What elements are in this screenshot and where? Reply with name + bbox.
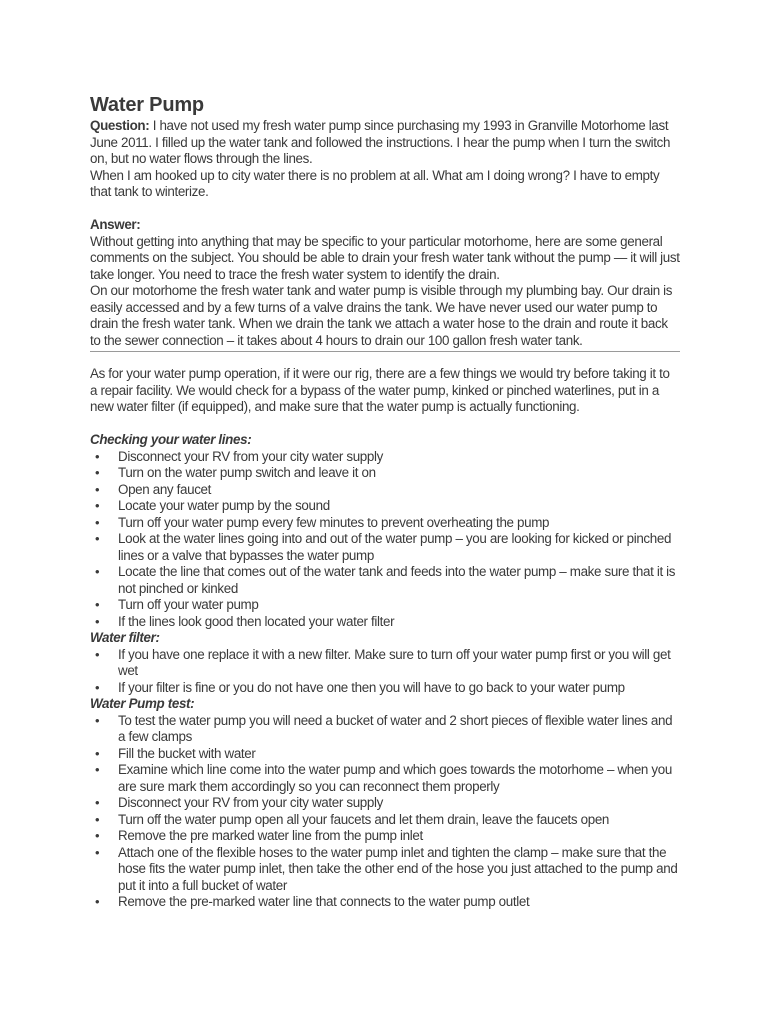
bullet-icon: • xyxy=(95,597,100,612)
bullet-icon: • xyxy=(95,712,100,728)
list-item xyxy=(90,614,680,631)
list-item xyxy=(90,515,680,532)
list-item-text: Remove the pre marked water line from the pump inlet xyxy=(118,828,423,843)
list-item xyxy=(90,465,680,482)
list-item-text: Look at the water lines going into and out of the water pump – you are looking for kicked or pinched lines or a valve that bypasses the water pump xyxy=(118,531,672,563)
bullet-icon: • xyxy=(95,811,100,827)
section-heading: Water filter: xyxy=(90,630,160,645)
list-item-text: Locate your water pump by the sound xyxy=(118,498,330,513)
question-followup: When I am hooked up to city water there is no problem at all. What am I doing wrong? I have to empty that tank to winterize. xyxy=(90,167,660,199)
list-item xyxy=(90,845,680,895)
bullet-list xyxy=(90,647,680,697)
bullet-icon: • xyxy=(95,531,100,546)
list-item-text: Disconnect your RV from your city water supply xyxy=(118,795,383,810)
list-item-text: Turn off your water pump every few minutes to prevent overheating the pump xyxy=(118,514,550,530)
list-item xyxy=(90,482,680,499)
question-paragraph xyxy=(90,118,680,168)
list-item xyxy=(90,564,680,597)
list-item-text: Turn off the water pump open all your faucets and let them drain, leave the faucets open xyxy=(118,811,610,827)
list-item-text: Examine which line come into the water pump and which goes towards the motorhome – when you are sure mark them accordingly so you can reconnect them properly xyxy=(118,762,672,794)
bullet-list xyxy=(90,449,680,631)
list-item xyxy=(90,795,680,812)
section-heading: Checking your water lines: xyxy=(90,432,252,447)
bullet-icon: • xyxy=(95,894,100,909)
list-item-text: Attach one of the flexible hoses to the water pump inlet and tighten the clamp – make sure that the hose fits the water pump inlet, then take the other end of the hose you just attached to the pump and put it into a full bucket of water xyxy=(118,844,678,893)
bullet-icon: • xyxy=(95,679,100,695)
question-text: I have not used my fresh water pump since purchasing my 1993 in Granville Motorhome last June 2011. I filled up the water tank and followed the instructions. I hear the pump when I turn the switch on, but no water flows through the lines. xyxy=(90,118,671,166)
divider xyxy=(90,351,680,352)
bullet-icon: • xyxy=(95,465,100,480)
answer-paragraph-3: As for your water pump operation, if it were our rig, there are a few things we would try before taking it to a repair facility. We would check for a bypass of the water pump, kinked or pinched waterlines, put in a new water filter (if equipped), and make sure that the water pump is actually functioning. xyxy=(90,366,670,414)
bullet-icon: • xyxy=(95,762,100,777)
bullet-icon: • xyxy=(95,448,100,464)
list-item-text: Locate the line that comes out of the water tank and feeds into the water pump – make sure that it is not pinched or kinked xyxy=(118,564,676,596)
bullet-icon: • xyxy=(95,613,100,629)
list-item xyxy=(90,449,680,466)
section-heading: Water Pump test: xyxy=(90,696,195,711)
list-item-text: Open any faucet xyxy=(118,481,212,497)
sections-container xyxy=(90,432,680,911)
list-item-text: If the lines look good then located your water filter xyxy=(118,613,395,629)
list-item-text: Turn on the water pump switch and leave it on xyxy=(118,465,376,480)
bullet-list xyxy=(90,713,680,911)
question-label: Question: xyxy=(90,118,150,133)
list-item xyxy=(90,647,680,680)
list-item xyxy=(90,746,680,763)
list-item-text: Remove the pre-marked water line that connects to the water pump outlet xyxy=(118,894,530,909)
list-item-text: Disconnect your RV from your city water supply xyxy=(118,448,383,464)
list-item-text: Fill the bucket with water xyxy=(118,745,256,761)
bullet-icon: • xyxy=(95,795,100,810)
list-item-text: If your filter is fine or you do not have one then you will have to go back to your water pump xyxy=(118,679,625,695)
bullet-icon: • xyxy=(95,564,100,579)
list-item-text: Turn off your water pump xyxy=(118,597,259,612)
list-item xyxy=(90,812,680,829)
list-item xyxy=(90,597,680,614)
page-title: Water Pump xyxy=(90,94,204,116)
answer-label: Answer: xyxy=(90,217,141,232)
document-page xyxy=(90,92,680,911)
list-item xyxy=(90,680,680,697)
bullet-icon: • xyxy=(95,514,100,530)
list-item xyxy=(90,531,680,564)
list-item xyxy=(90,762,680,795)
list-item-text: To test the water pump you will need a bucket of water and 2 short pieces of flexible water lines and a few clamps xyxy=(118,712,673,744)
list-item xyxy=(90,498,680,515)
list-item-text: If you have one replace it with a new filter. Make sure to turn off your water pump first or you will get wet xyxy=(118,646,671,678)
list-item xyxy=(90,894,680,911)
bullet-icon: • xyxy=(95,828,100,843)
bullet-icon: • xyxy=(95,844,100,860)
answer-paragraph-2: On our motorhome the fresh water tank and water pump is visible through my plumbing bay. Our drain is easily accessed and by a few turns of a valve drains the tank. We have never used our water pump to drain the fresh water tank. When we drain the tank we attach a water hose to the drain and route it back to the sewer connection – it takes about 4 hours to drain our 100 gallon fresh water tank. xyxy=(90,283,673,348)
bullet-icon: • xyxy=(95,481,100,497)
list-item xyxy=(90,713,680,746)
bullet-icon: • xyxy=(95,646,100,662)
bullet-icon: • xyxy=(95,745,100,761)
bullet-icon: • xyxy=(95,498,100,513)
answer-paragraph-1: Without getting into anything that may be specific to your particular motorhome, here are some general comments on the subject. You should be able to drain your fresh water tank without the pump — it will just take longer. You need to trace the fresh water system to identify the drain. xyxy=(90,233,680,282)
list-item xyxy=(90,828,680,845)
